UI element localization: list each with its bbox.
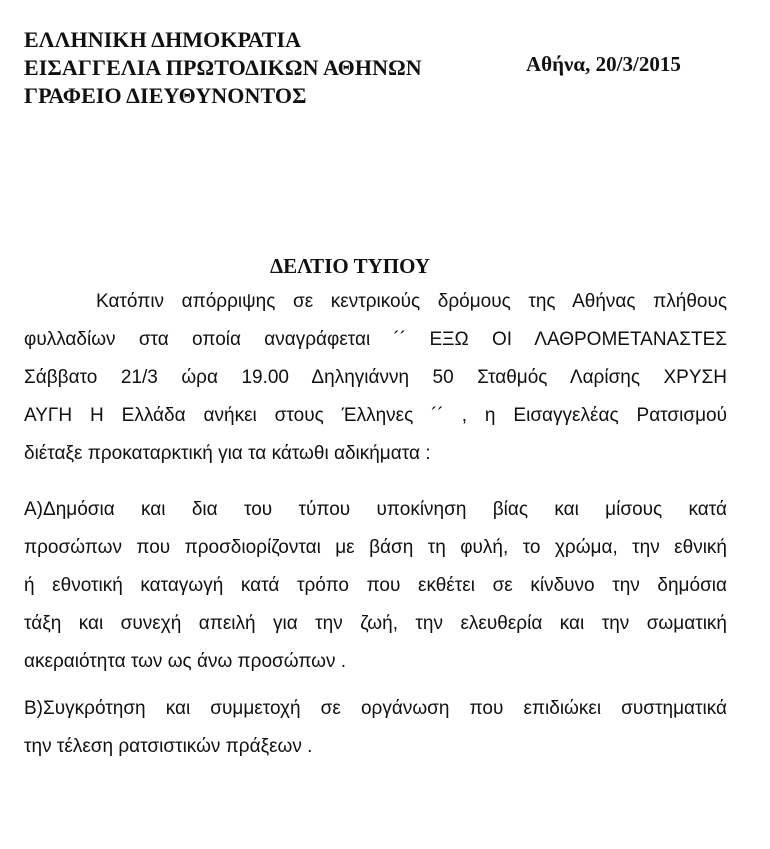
intro-line-4: ΑΥΓΗ Η Ελλάδα ανήκει στους Έλληνες ´´ , η Εισαγγελέας Ρατσισμού [24, 405, 727, 426]
offence-b-paragraph [24, 690, 727, 766]
offence-a-line-4: τάξη και συνεχή απειλή για την ζωή, την ελευθερία και την σωματική [24, 613, 727, 634]
issuing-authority-header [24, 26, 422, 110]
document-date: Αθήνα, 20/3/2015 [526, 52, 681, 76]
offence-b-line-2: την τέλεση ρατσιστικών πράξεων . [24, 736, 313, 757]
header-line-republic: ΕΛΛΗΝΙΚΗ ΔΗΜΟΚΡΑΤΙΑ [24, 27, 302, 52]
intro-line-2: φυλλαδίων στα οποία αναγράφεται ´´ ΕΞΩ ΟΙ ΛΑΘΡΟΜΕΤΑΝΑΣΤΕΣ [24, 329, 727, 350]
intro-line-1: Κατόπιν απόρριψης σε κεντρικούς δρόμους της Αθήνας πλήθους [96, 291, 727, 312]
header-line-prosecutor-office: ΕΙΣΑΓΓΕΛΙΑ ΠΡΩΤΟΔΙΚΩΝ ΑΘΗΝΩΝ [24, 55, 422, 80]
intro-line-3: Σάββατο 21/3 ώρα 19.00 Δηληγιάννη 50 Σταθμός Λαρίσης ΧΡΥΣΗ [24, 367, 727, 388]
offence-a-paragraph [24, 491, 727, 681]
press-release-title: ΔΕΛΤΙΟ ΤΥΠΟΥ [270, 254, 431, 278]
offence-b-line-1: Β)Συγκρότηση και συμμετοχή σε οργάνωση που επιδιώκει συστηματικά [24, 698, 727, 719]
offence-a-line-1: Α)Δημόσια και δια του τύπου υποκίνηση βίας και μίσους κατά [24, 499, 727, 520]
intro-paragraph [24, 283, 727, 473]
offence-a-line-3: ή εθνοτική καταγωγή κατά τρόπο που εκθέτει σε κίνδυνο την δημόσια [24, 575, 727, 596]
header-line-directorate: ΓΡΑΦΕΙΟ ΔΙΕΥΘΥΝΟΝΤΟΣ [24, 83, 307, 108]
offence-a-line-2: προσώπων που προσδιορίζονται με βάση τη φυλή, το χρώμα, την εθνική [24, 537, 727, 558]
intro-line-5: διέταξε προκαταρκτική για τα κάτωθι αδικήματα : [24, 443, 431, 464]
offence-a-line-5: ακεραιότητα των ως άνω προσώπων . [24, 651, 347, 672]
